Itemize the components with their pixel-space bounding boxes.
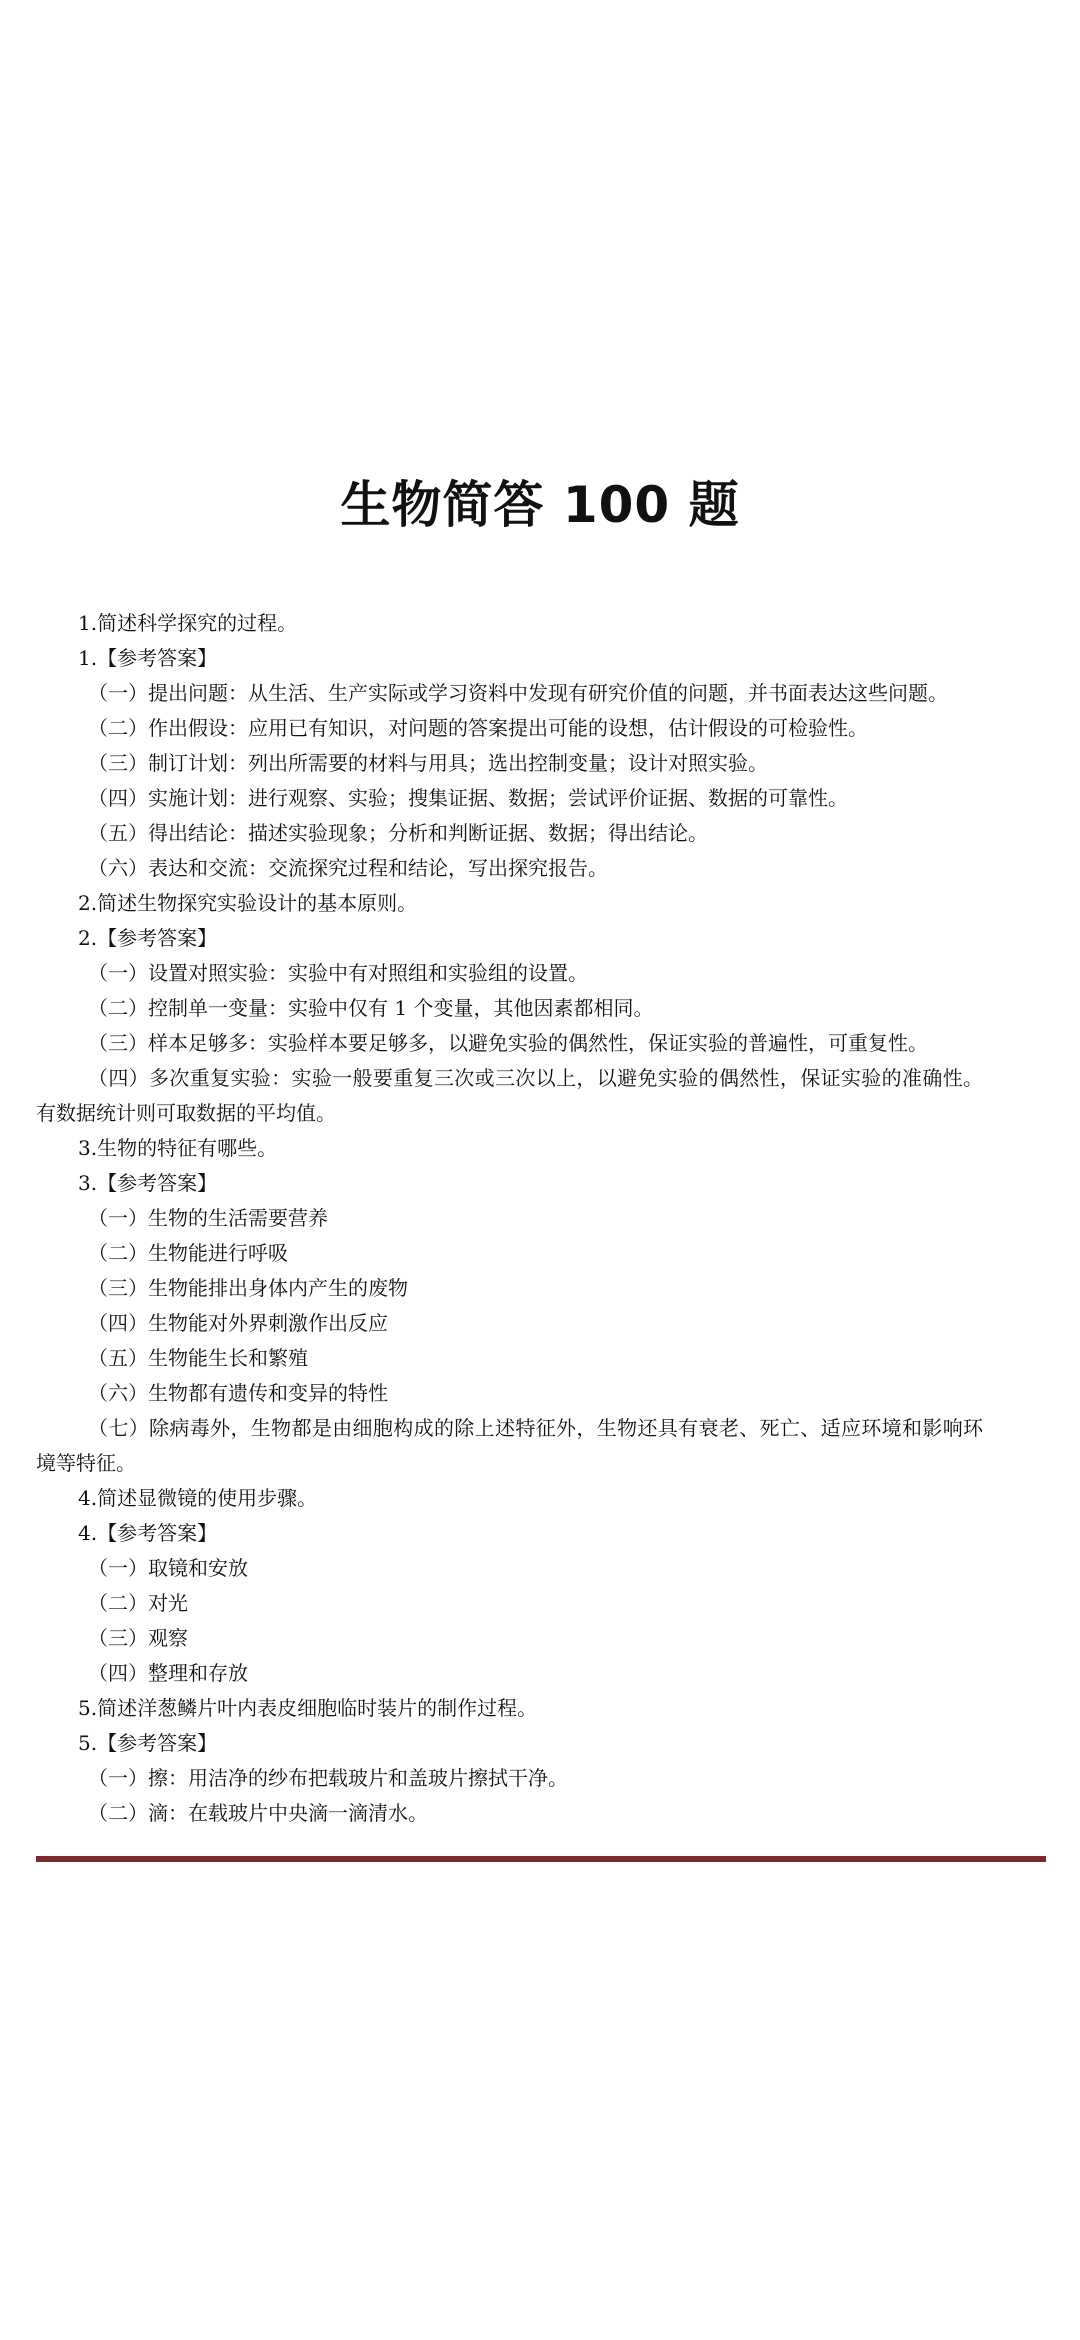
answer-item: （三）生物能排出身体内产生的废物 xyxy=(88,1276,408,1300)
answer-item: （二）对光 xyxy=(88,1591,188,1615)
answer-heading: 2.【参考答案】 xyxy=(78,926,218,950)
answer-heading: 3.【参考答案】 xyxy=(78,1171,218,1195)
question-line: 3.生物的特征有哪些。 xyxy=(78,1136,278,1160)
answer-heading: 1.【参考答案】 xyxy=(78,646,218,670)
document-body xyxy=(36,606,1046,1831)
answer-heading: 4.【参考答案】 xyxy=(78,1521,218,1545)
answer-item: （四）多次重复实验：实验一般要重复三次或三次以上，以避免实验的偶然性，保证实验的准确性。 xyxy=(88,1066,984,1090)
page-title: 生物简答 100 题 xyxy=(340,476,740,534)
answer-item: （三）样本足够多：实验样本要足够多，以避免实验的偶然性，保证实验的普遍性，可重复性。 xyxy=(88,1031,928,1055)
answer-item: （三）观察 xyxy=(88,1626,188,1650)
answer-item: （一）提出问题：从生活、生产实际或学习资料中发现有研究价值的问题，并书面表达这些问题。 xyxy=(88,681,948,705)
answer-item-continuation: 境等特征。 xyxy=(36,1451,136,1475)
answer-item: （二）生物能进行呼吸 xyxy=(88,1241,288,1265)
answer-item: （四）整理和存放 xyxy=(88,1661,248,1685)
answer-item: （七）除病毒外，生物都是由细胞构成的除上述特征外，生物还具有衰老、死亡、适应环境和影响环 xyxy=(88,1416,984,1440)
answer-item: （一）取镜和安放 xyxy=(88,1556,248,1580)
answer-item: （五）生物能生长和繁殖 xyxy=(88,1346,308,1370)
question-line: 5.简述洋葱鳞片叶内表皮细胞临时装片的制作过程。 xyxy=(78,1696,538,1720)
answer-heading: 5.【参考答案】 xyxy=(78,1731,218,1755)
answer-item: （二）控制单一变量：实验中仅有 1 个变量，其他因素都相同。 xyxy=(88,996,654,1020)
answer-item: （二）滴：在载玻片中央滴一滴清水。 xyxy=(88,1801,428,1825)
question-line: 4.简述显微镜的使用步骤。 xyxy=(78,1486,318,1510)
answer-item: （五）得出结论：描述实验现象；分析和判断证据、数据；得出结论。 xyxy=(88,821,708,845)
answer-item: （四）实施计划：进行观察、实验；搜集证据、数据；尝试评价证据、数据的可靠性。 xyxy=(88,786,848,810)
answer-item: （六）生物都有遗传和变异的特性 xyxy=(88,1381,388,1405)
answer-item: （六）表达和交流：交流探究过程和结论，写出探究报告。 xyxy=(88,856,608,880)
answer-item: （二）作出假设：应用已有知识，对问题的答案提出可能的设想，估计假设的可检验性。 xyxy=(88,716,868,740)
answer-item: （一）擦：用洁净的纱布把载玻片和盖玻片擦拭干净。 xyxy=(88,1766,568,1790)
question-line: 2.简述生物探究实验设计的基本原则。 xyxy=(78,891,418,915)
answer-item: （四）生物能对外界刺激作出反应 xyxy=(88,1311,388,1335)
question-line: 1.简述科学探究的过程。 xyxy=(78,611,298,635)
answer-item-continuation: 有数据统计则可取数据的平均值。 xyxy=(36,1101,336,1125)
answer-item: （三）制订计划：列出所需要的材料与用具；选出控制变量；设计对照实验。 xyxy=(88,751,768,775)
answer-item: （一）生物的生活需要营养 xyxy=(88,1206,328,1230)
bottom-divider xyxy=(36,1856,1046,1862)
answer-item: （一）设置对照实验：实验中有对照组和实验组的设置。 xyxy=(88,961,588,985)
